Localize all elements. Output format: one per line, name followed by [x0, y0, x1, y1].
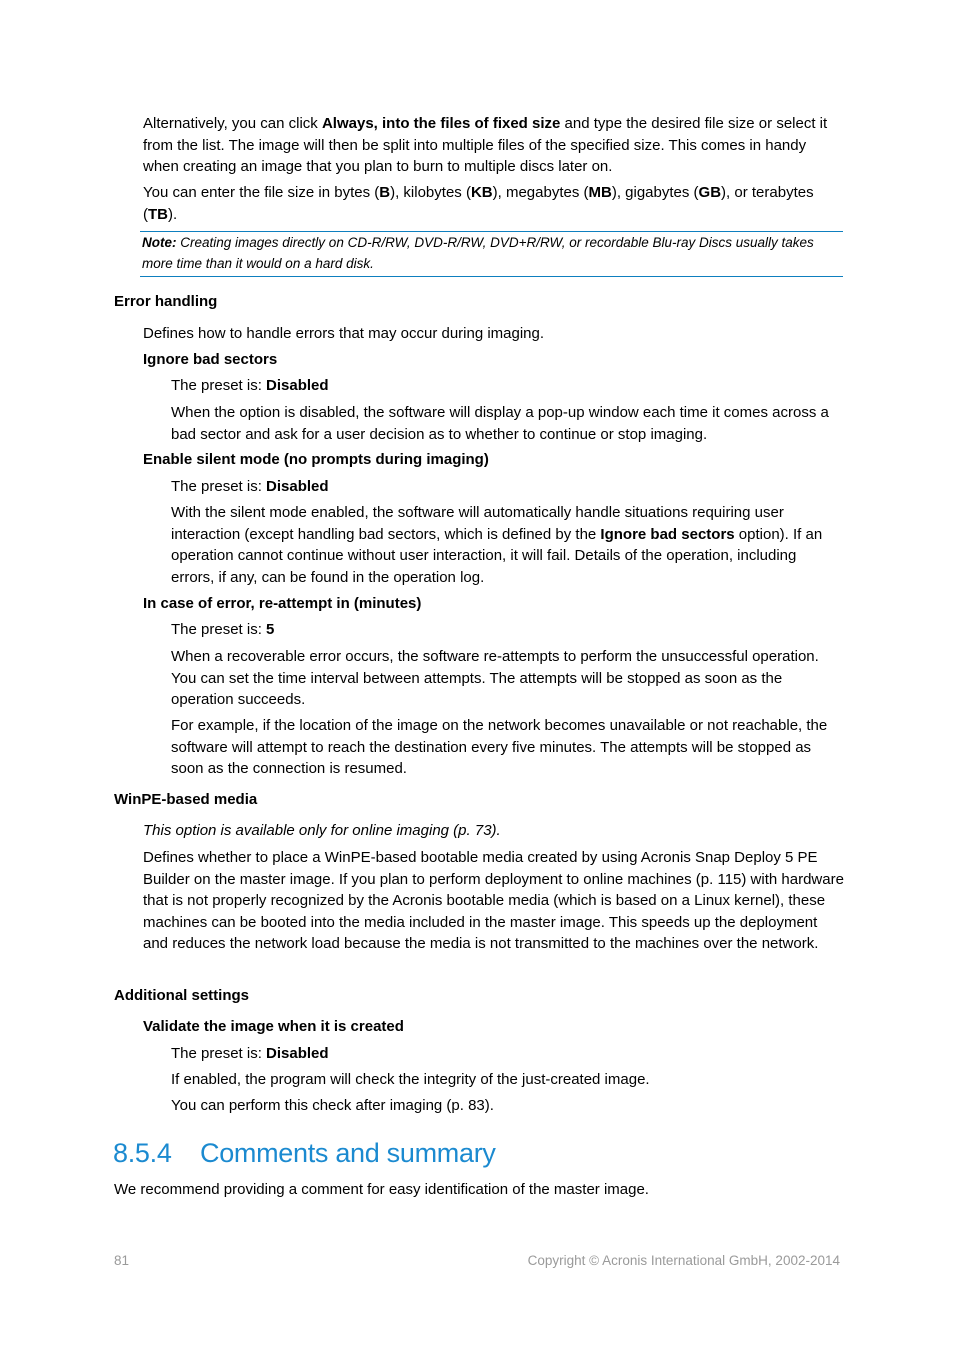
section-intro: We recommend providing a comment for easy identification of the master image. [114, 1181, 649, 1198]
copyright-text: Copyright © Acronis International GmbH, 2002-2014 [527, 1253, 840, 1268]
validate-preset: The preset is: Disabled [171, 1045, 329, 1062]
reattempt-example: For example, if the location of the image on the network becomes unavailable or not reachable, the software will attempt to reach the destination every five minutes. The attempts will be stopped as soon as the connection is resumed. [171, 717, 828, 778]
section-number: 8.5.4 [113, 1138, 172, 1168]
validate-after-imaging: You can perform this check after imaging (p. 83). [171, 1097, 494, 1114]
reattempt-desc: When a recoverable error occurs, the software re-attempts to perform the unsuccessful operation. You can set the time interval between attempts. The attempts will be stopped as soon as the operation succeeds. [171, 648, 819, 709]
preset-value: 5 [266, 621, 275, 638]
file-size-units-paragraph: You can enter the file size in bytes (B), kilobytes (KB), megabytes (MB), gigabytes (GB), or terabytes (TB). [143, 184, 814, 223]
note-label: Note: [142, 235, 177, 250]
reattempt-heading: In case of error, re-attempt in (minutes) [143, 595, 422, 612]
winpe-availability: This option is available only for online imaging (p. 73). [143, 822, 501, 839]
fixed-size-paragraph: Alternatively, you can click Always, into the files of fixed size and type the desired file size or select it from the list. The image will then be split into multiple files of the specified size. This comes in handy when creating an image that you plan to burn to multiple discs later on. [143, 115, 828, 176]
ignore-bad-sectors-desc: When the option is disabled, the software will display a pop-up window each time it comes across a bad sector and ask for a user decision as to whether to continue or stop imaging. [171, 404, 829, 443]
silent-mode-preset: The preset is: Disabled [171, 478, 329, 495]
note-box [140, 231, 843, 277]
additional-settings-heading: Additional settings [114, 987, 249, 1004]
section-heading [113, 1135, 496, 1171]
ignore-bad-sectors-preset: The preset is: Disabled [171, 377, 329, 394]
note-text: Creating images directly on CD-R/RW, DVD-R/RW, DVD+R/RW, or recordable Blu-ray Discs usually takes more time than it would on a hard disk. [142, 235, 814, 271]
preset-value: Disabled [266, 377, 329, 394]
silent-mode-heading: Enable silent mode (no prompts during imaging) [143, 451, 489, 468]
preset-value: Disabled [266, 1045, 329, 1062]
reattempt-preset: The preset is: 5 [171, 621, 275, 638]
page-number: 81 [114, 1253, 130, 1268]
always-fixed-size-option: Always, into the files of fixed size [321, 115, 561, 132]
silent-mode-desc: With the silent mode enabled, the software will automatically handle situations requiring user interaction (except handling bad sectors, which is defined by the Ignore bad sectors option). If an operation cannot continue without user interaction, it will fail. Details of the operation, including errors, if any, can be found in the operation log. [171, 504, 823, 586]
section-title: Comments and summary [200, 1138, 496, 1168]
error-handling-intro: Defines how to handle errors that may occur during imaging. [143, 325, 545, 342]
winpe-desc: Defines whether to place a WinPE-based bootable media created by using Acronis Snap Deploy 5 PE Builder on the master image. If you plan to perform deployment to online machines (p. 115) with hardware that is not properly recognized by the Acronis bootable media (which is based on a Linux kernel), these machines can be booted into the media included in the master image. This speeds up the deployment and reduces the network load because the media is not transmitted to the machines over the network. [143, 849, 844, 953]
winpe-heading: WinPE-based media [114, 791, 258, 808]
ignore-bad-sectors-heading: Ignore bad sectors [143, 351, 278, 368]
error-handling-heading: Error handling [114, 293, 218, 310]
validate-heading: Validate the image when it is created [143, 1018, 404, 1035]
preset-value: Disabled [266, 478, 329, 495]
validate-desc: If enabled, the program will check the integrity of the just-created image. [171, 1071, 650, 1088]
